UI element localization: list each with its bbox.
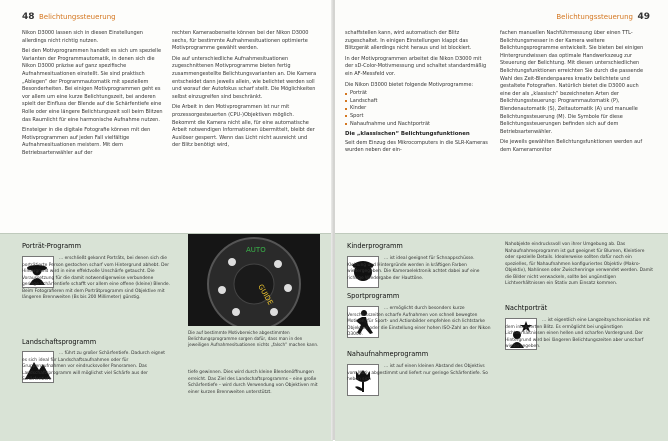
section-heading: Die „klassischen“ Belichtungsfunktionen: [345, 131, 470, 138]
portrait-title: Porträt-Programm: [22, 242, 82, 250]
paragraph: Die Arbeit in den Motivprogrammen ist nur mit prozessorgesteuerten (CPU-)Objektiven möglich. Bekommt die Kamera nicht alle, für eine automatische Arbeit notwendigen Informationen übermittelt, bleibt der Auslöser gesperrt. Wenn das Licht nicht ausreicht und der Blitz benötigt wird,: [172, 104, 315, 149]
list-intro: Die Nikon D3000 bietet folgende Motivprogramme:: [345, 81, 474, 88]
list-item: Sport: [345, 113, 491, 121]
page-number: 48: [22, 12, 35, 22]
landscape-text-continued: tiefe gewinnen. Dies wird durch kleine Blendenöffnungen erreicht. Das Ziel des Landschaftsprogramms – eine große Schärfentiefe – wird durch Verwendung von Objektiven mit einer kurzen Brennweiten unterstützt.: [188, 370, 318, 395]
motif-program-list: [345, 90, 491, 128]
children-text: ... ist ideal geeignet für Schnappschüsse. Kleidung und Hintergründe werden in kräftigen Farben wiedergegeben. Die Kameraelektronik achtet dabei auf eine richtige Wiedergabe der Hauttöne.: [347, 256, 480, 281]
running-head: Belichtungssteuerung: [38, 13, 116, 21]
right-header: [556, 12, 650, 22]
children-title: Kinderprogramm: [347, 242, 403, 250]
paragraph: In der Motivprogrammen arbeitet die Nikon D3000 mit der sD-Color-Motivmessung und schaltet standardmäßig ein AF-Messfeld vor.: [345, 55, 487, 77]
page-number: 49: [637, 12, 650, 22]
paragraph: schaffstellen kann, wird automatisch der Blitz zugeschaltet. In einigen Einstellungen klappt das Blitzgerät allerdings nicht heraus und ist blockiert.: [345, 30, 472, 52]
mode-dial-photo: [188, 234, 320, 326]
list-item: Landschaft: [345, 98, 491, 106]
left-page: [0, 0, 333, 440]
landscape-title: Landschaftsprogramm: [22, 338, 97, 346]
paragraph: fachen manuellen Nachführmessung über einen TTL-Belichtungsmesser in der Kamera weitere Belichtungsprogramme entwickelt. Sie bieten bei einigen Hintergrundwissen das optimale Handwerkszeug zur Steuerung der Belichtung. Mit diesen unterschiedlichen Belichtungsfunktionen erreichten Sie durch die passende Wahl des Zeit-Blendenpaares kreativ belichtete und gestaltete Fotografien. Natürlich bietet die D3000 auch eine der als „klassisch“ bezeichneten Arten der Belichtungssteuerung: Programmautomatik (P), Blendenautomatik (S), Zeitautomatik (A) und manuelle Belichtungssteuerung (M). Die Symbole für diese Belichtungssteuerungen befinden sich auf dem Betriebsartenwähler.: [500, 30, 644, 135]
portrait-text: ... erschließt gekonnt Porträts, bei denen sich die porträtierte Person gestochen scharf vom Hintergrund abhebt. Der Hintergrund wird in eine effektvolle Unschärfe getaucht. Die Voraussetzung für die damit notwendigerweise verbundene geringe Schärfentiefe schafft vor allem eine offene (kleine) Blende. Beim Fotografieren mit dem Porträtprogramm sind Objektive mit längeren Brennweiten (Bs bis 200 Millimeter) günstig.: [22, 256, 170, 300]
paragraph: Seit dem Einzug des Mikrocomputers in die SLR-Kameras wurden neben der ein-: [345, 139, 488, 154]
dial-guide-label: GUIDE: [256, 283, 275, 307]
running-head: Belichtungssteuerung: [556, 13, 634, 21]
list-item: Nahaufnahme und Nachtporträt: [345, 121, 491, 129]
dial-auto-label: AUTO: [246, 246, 266, 254]
left-column-1: [22, 30, 164, 161]
paragraph: Die auf unterschiedliche Aufnahmesituationen zugeschnittenen Motivprogramme bieten fertig zusammengestellte Belichtungsvarianten an. Die Kamera entscheidet dann jeweils allein, wie belichtet werden soll und worauf der Autofokus scharf stellt. Die Möglichkeiten selbst einzugreifen sind beschränkt.: [172, 55, 317, 100]
left-header: [22, 12, 116, 22]
closeup-text: ... ist auf einen kleinen Abstand des Objektivs vom Motiv abgestimmt und liefert nur geringe Schärfentiefe. So heben sich: [347, 364, 488, 382]
photo-caption: Die auf bestimmte Motivbereiche abgestimmten Belichtungsprogramme sorgen dafür, dass man in den jeweiligen Aufnahmesituationen nichts „falsch“ machen kann.: [188, 330, 319, 347]
landscape-text: ... führt zu großer Schärfentiefe. Dadurch eignet es sich ideal für Landschaftsaufnahmen oder für Gruppenaufnahmen vor eindrucksvoller Panoramen. Das Landschaftsprogramm will möglichst viel Schärfe aus der Schärfentiefe: [22, 351, 165, 382]
closeup-text-continued: Nahobjekte eindrucksvoll von ihrer Umgebung ab. Das Nahaufnahmeprogramm ist gut geeignet für Blumen, Kleintiere oder spezielle Details. Idealerweise sollten dafür noch ein spezielles, für Nahaufnahmen konfiguriertes Objektiv (Makro-Objektiv), Nahlinsen oder Zwischenringe verwendet werden. Damit die Bilder nicht verwackeln, sollte bei ungünstigen Lichtverhältnissen ein Stativ zum Einsatz kommen.: [505, 242, 653, 286]
right-column-2: [500, 30, 650, 158]
paragraph: rechten Kameraoberseite können bei der Nikon D3000 sechs, für bestimmte Aufnahmesituationen optimierte Motivprogramme gewählt werden.: [172, 30, 309, 52]
list-item: Kinder: [345, 105, 491, 113]
closeup-title: Nahaufnahmeprogramm: [347, 350, 429, 358]
left-column-2: [172, 30, 317, 153]
night-text: ... ist eigentlich eine Langzeitsynchronisation mit dem integrierten Blitz. Es ermöglicht bei ungünstigen Lichtverhältnissen einen hellen und scharfen Vordergrund. Der Hintergrund wird bei längeren Belichtungszeiten aber unscharf wiedergegeben.: [505, 318, 650, 349]
paragraph: Nikon D3000 lassen sich in diesen Einstellungen allerdings nicht richtig nutzen.: [22, 30, 143, 44]
motif-box-right: [335, 233, 668, 441]
right-page: [335, 0, 668, 440]
right-column-1: [345, 30, 491, 158]
paragraph: Einsteiger in die digitale Fotografie können mit den Motivprogrammen auf jeden Fall vielfältige Aufnahmesituationen meistern. Mit dem Betriebsartenwähler auf der: [22, 127, 151, 156]
paragraph: Bei den Motivprogrammen handelt es sich um spezielle Varianten der Programmautomatik, in denen sich die Nikon D3000 präzise auf ganz spezifische Aufnahmesituationen einstellt. Sie sind praktisch „Ablegen“ der Programmautomatik mit speziellem Besonderheiten. Bei einigen Motivprogrammen geht es vor allem um eine kurze Belichtungszeit, bei anderen spielt der Einfluss der Blende auf die Schärfentiefe eine Rolle oder eine längere Belichtungszeit soll beim Blitzen das Raumlicht für eine harmonische Aufnahme nutzen.: [22, 48, 163, 123]
list-item: Porträt: [345, 90, 491, 98]
motif-box-left: [0, 233, 333, 441]
sport-title: Sportprogramm: [347, 292, 400, 300]
sport-text: ... ermöglicht durch besonders kurze Verschlusszeiten scharfe Aufnahmen von schnell bewegten Motiven, für Sport- und Actionbilder empfehlen sich lichtstarke Objektive oder die Einstellung einer hohen ISO-Zahl an der Nikon D3000.: [347, 306, 491, 337]
paragraph: Die jeweils gewählten Belichtungsfunktionen werden auf dem Kameramonitor: [500, 139, 643, 153]
night-title: Nachtporträt: [505, 304, 548, 312]
